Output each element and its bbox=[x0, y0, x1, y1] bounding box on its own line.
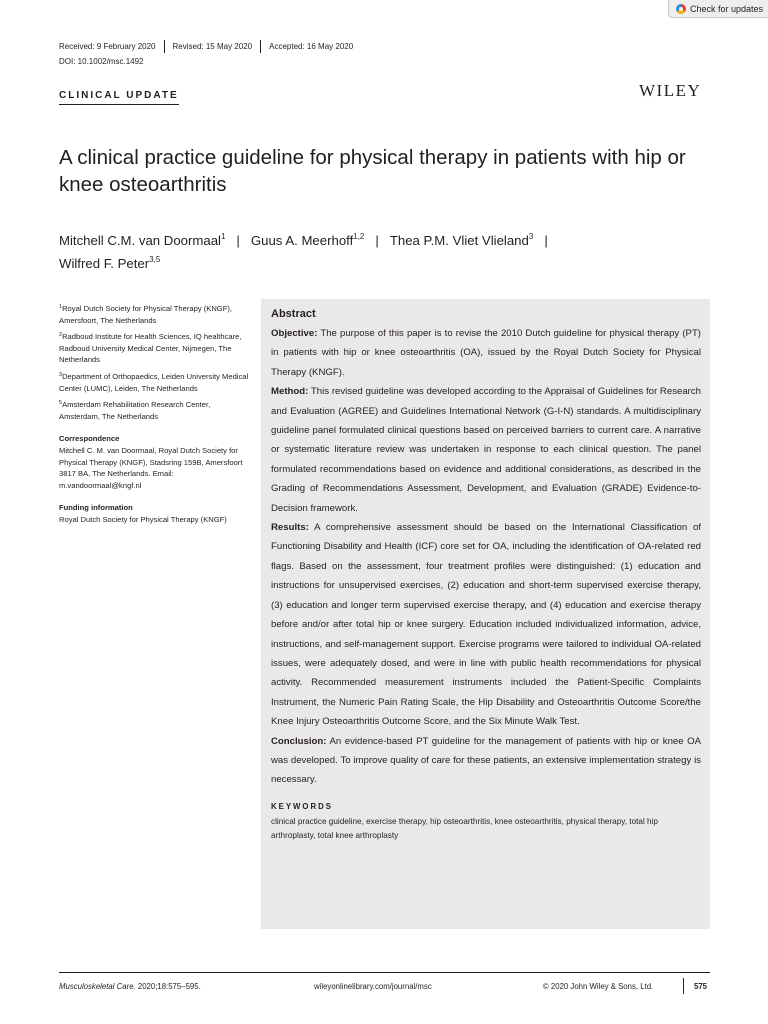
journal-url[interactable]: wileyonlinelibrary.com/journal/msc bbox=[314, 982, 432, 991]
journal-citation bbox=[59, 982, 201, 991]
article-dates bbox=[59, 40, 353, 53]
affiliation-text: Amsterdam Rehabilitation Research Center, Amsterdam, The Netherlands bbox=[59, 400, 211, 421]
revised-date: Revised: 15 May 2020 bbox=[172, 42, 253, 51]
affiliation-text: Royal Dutch Society for Physical Therapy (KNGF), Amersfoort, The Netherlands bbox=[59, 304, 232, 325]
article-title: A clinical practice guideline for physical therapy in patients with hip or knee osteoarthritis bbox=[59, 146, 686, 196]
keywords-list: clinical practice guideline, exercise therapy, hip osteoarthritis, knee osteoarthritis, physical therapy, total hip arthroplasty, total knee arthroplasty bbox=[271, 816, 658, 840]
crossmark-icon bbox=[676, 4, 686, 14]
author-name: Mitchell C.M. van Doormaal bbox=[59, 233, 221, 248]
author-name: Wilfred F. Peter bbox=[59, 256, 150, 271]
funding-text: Royal Dutch Society for Physical Therapy (KNGF) bbox=[59, 514, 227, 524]
date-divider bbox=[260, 40, 261, 53]
check-for-updates-label: Check for updates bbox=[690, 3, 764, 14]
doi: DOI: 10.1002/msc.1492 bbox=[59, 57, 144, 66]
correspondence-text: Mitchell C. M. van Doormaal, Royal Dutch Society for Physical Therapy (KNGF), Stadsring 159B, Amersfoort 3817 BA, The Netherlands. Email: m.vandoormaal@kngf.nl bbox=[59, 445, 243, 490]
check-for-updates-button[interactable] bbox=[668, 0, 768, 18]
results-text: A comprehensive assessment should be based on the International Classification of Functioning Disability and Health (ICF) core set for OA, including the identification of OA-related red flags. Based on the assessment, four treatment profiles were distinguished: (1) education and instructions for unsupervised exercises, (2) education and short-term supervised exercise therapy, (3) education and longer term supervised exercise therapy, and (4) education and exercise therapy before and/or after total hip or knee surgery. Education included individualized information, advice, instructions, and self-management support. Exercise programs were tailored to individual OA-related issues, were adequately dosed, and were in line with public health recommendations for physical activity. Recommended measurement instruments included the Patient-Specific Complaints Instrument, the Numeric Pain Rating Scale, the Hip Disability and Osteoarthritis Outcome Score/the Knee Injury Osteoarthritis Outcome Score, and the Six Minute Walk Test. bbox=[271, 522, 701, 728]
page-footer bbox=[59, 972, 710, 992]
affiliation bbox=[59, 331, 249, 366]
page-number: 575 bbox=[694, 982, 708, 991]
section-label: CLINICAL UPDATE bbox=[59, 90, 179, 105]
funding-heading: Funding information bbox=[59, 503, 133, 513]
keywords-heading: KEYWORDS bbox=[271, 801, 333, 811]
abstract-results bbox=[271, 518, 701, 731]
date-divider bbox=[164, 40, 165, 53]
publisher-logo: WILEY bbox=[639, 81, 702, 100]
objective-text: The purpose of this paper is to revise the 2010 Dutch guideline for physical therapy (PT) in patients with hip or knee osteoarthritis (OA), issued by the Royal Dutch Society for Physical Therapy (KNGF). bbox=[271, 328, 701, 378]
affiliation-mark: 2 bbox=[59, 332, 63, 339]
author-affiliation-mark: 3 bbox=[528, 232, 534, 241]
copyright: © 2020 John Wiley & Sons, Ltd. bbox=[543, 982, 654, 991]
accepted-date: Accepted: 16 May 2020 bbox=[269, 42, 354, 51]
method-label: Method: bbox=[271, 386, 309, 398]
footer-divider bbox=[683, 978, 684, 994]
article-sidebar bbox=[59, 303, 249, 526]
abstract-conclusion bbox=[271, 732, 701, 790]
author-name: Guus A. Meerhoff bbox=[250, 233, 354, 248]
author-affiliation-mark: 1,2 bbox=[353, 232, 365, 241]
author-affiliation-mark: 1 bbox=[220, 232, 226, 241]
affiliation-text: Radboud Institute for Health Sciences, IQ healthcare, Radboud University Medical Center, Nijmegen, The Netherlands bbox=[59, 332, 242, 365]
received-date: Received: 9 February 2020 bbox=[59, 42, 156, 51]
abstract-objective bbox=[271, 324, 701, 382]
citation-details: 2020;18:575–595. bbox=[135, 982, 201, 991]
author-affiliation-mark: 3,5 bbox=[149, 255, 161, 264]
method-text: This revised guideline was developed according to the Appraisal of Guidelines for Research and Evaluation (AGREE) and Guidelines International Network (G-I-N) standards. A multidisciplinary guideline panel formulated clinical questions based on perceived barriers to current care. A narrative or systematic literature review was undertaken in response to each clinical question. The panel formulated recommendations based on evidence and additional considerations, as described in the Grading of Recommendations Assessment, Development, and Evaluation (GRADE) Evidence-to-Decision framework. bbox=[271, 386, 701, 514]
affiliation-text: Department of Orthopaedics, Leiden University Medical Center (LUMC), Leiden, The Netherlands bbox=[59, 371, 249, 393]
objective-label: Objective: bbox=[271, 328, 318, 339]
author-separator: | bbox=[544, 233, 548, 248]
affiliation bbox=[59, 303, 249, 326]
affiliation bbox=[59, 399, 249, 422]
conclusion-text: An evidence-based PT guideline for the management of patients with hip or knee OA was developed. To improve quality of care for these patients, an extensive implementation strategy is necessary. bbox=[271, 735, 702, 786]
author-separator: | bbox=[236, 233, 240, 248]
journal-name: Musculoskeletal Care. bbox=[59, 982, 136, 991]
abstract-heading: Abstract bbox=[271, 308, 316, 320]
affiliation-mark: 3 bbox=[59, 371, 63, 378]
results-label: Results: bbox=[271, 522, 309, 534]
affiliation bbox=[59, 371, 249, 394]
affiliation-mark: 1 bbox=[59, 304, 63, 310]
affiliation-mark: 5 bbox=[59, 400, 63, 407]
conclusion-label: Conclusion: bbox=[271, 735, 327, 747]
author-separator: | bbox=[375, 233, 379, 248]
abstract-box bbox=[261, 299, 710, 929]
abstract-method bbox=[271, 382, 701, 518]
correspondence-heading: Correspondence bbox=[59, 434, 120, 444]
author-list bbox=[59, 229, 709, 275]
author-name: Thea P.M. Vliet Vlieland bbox=[389, 233, 529, 248]
